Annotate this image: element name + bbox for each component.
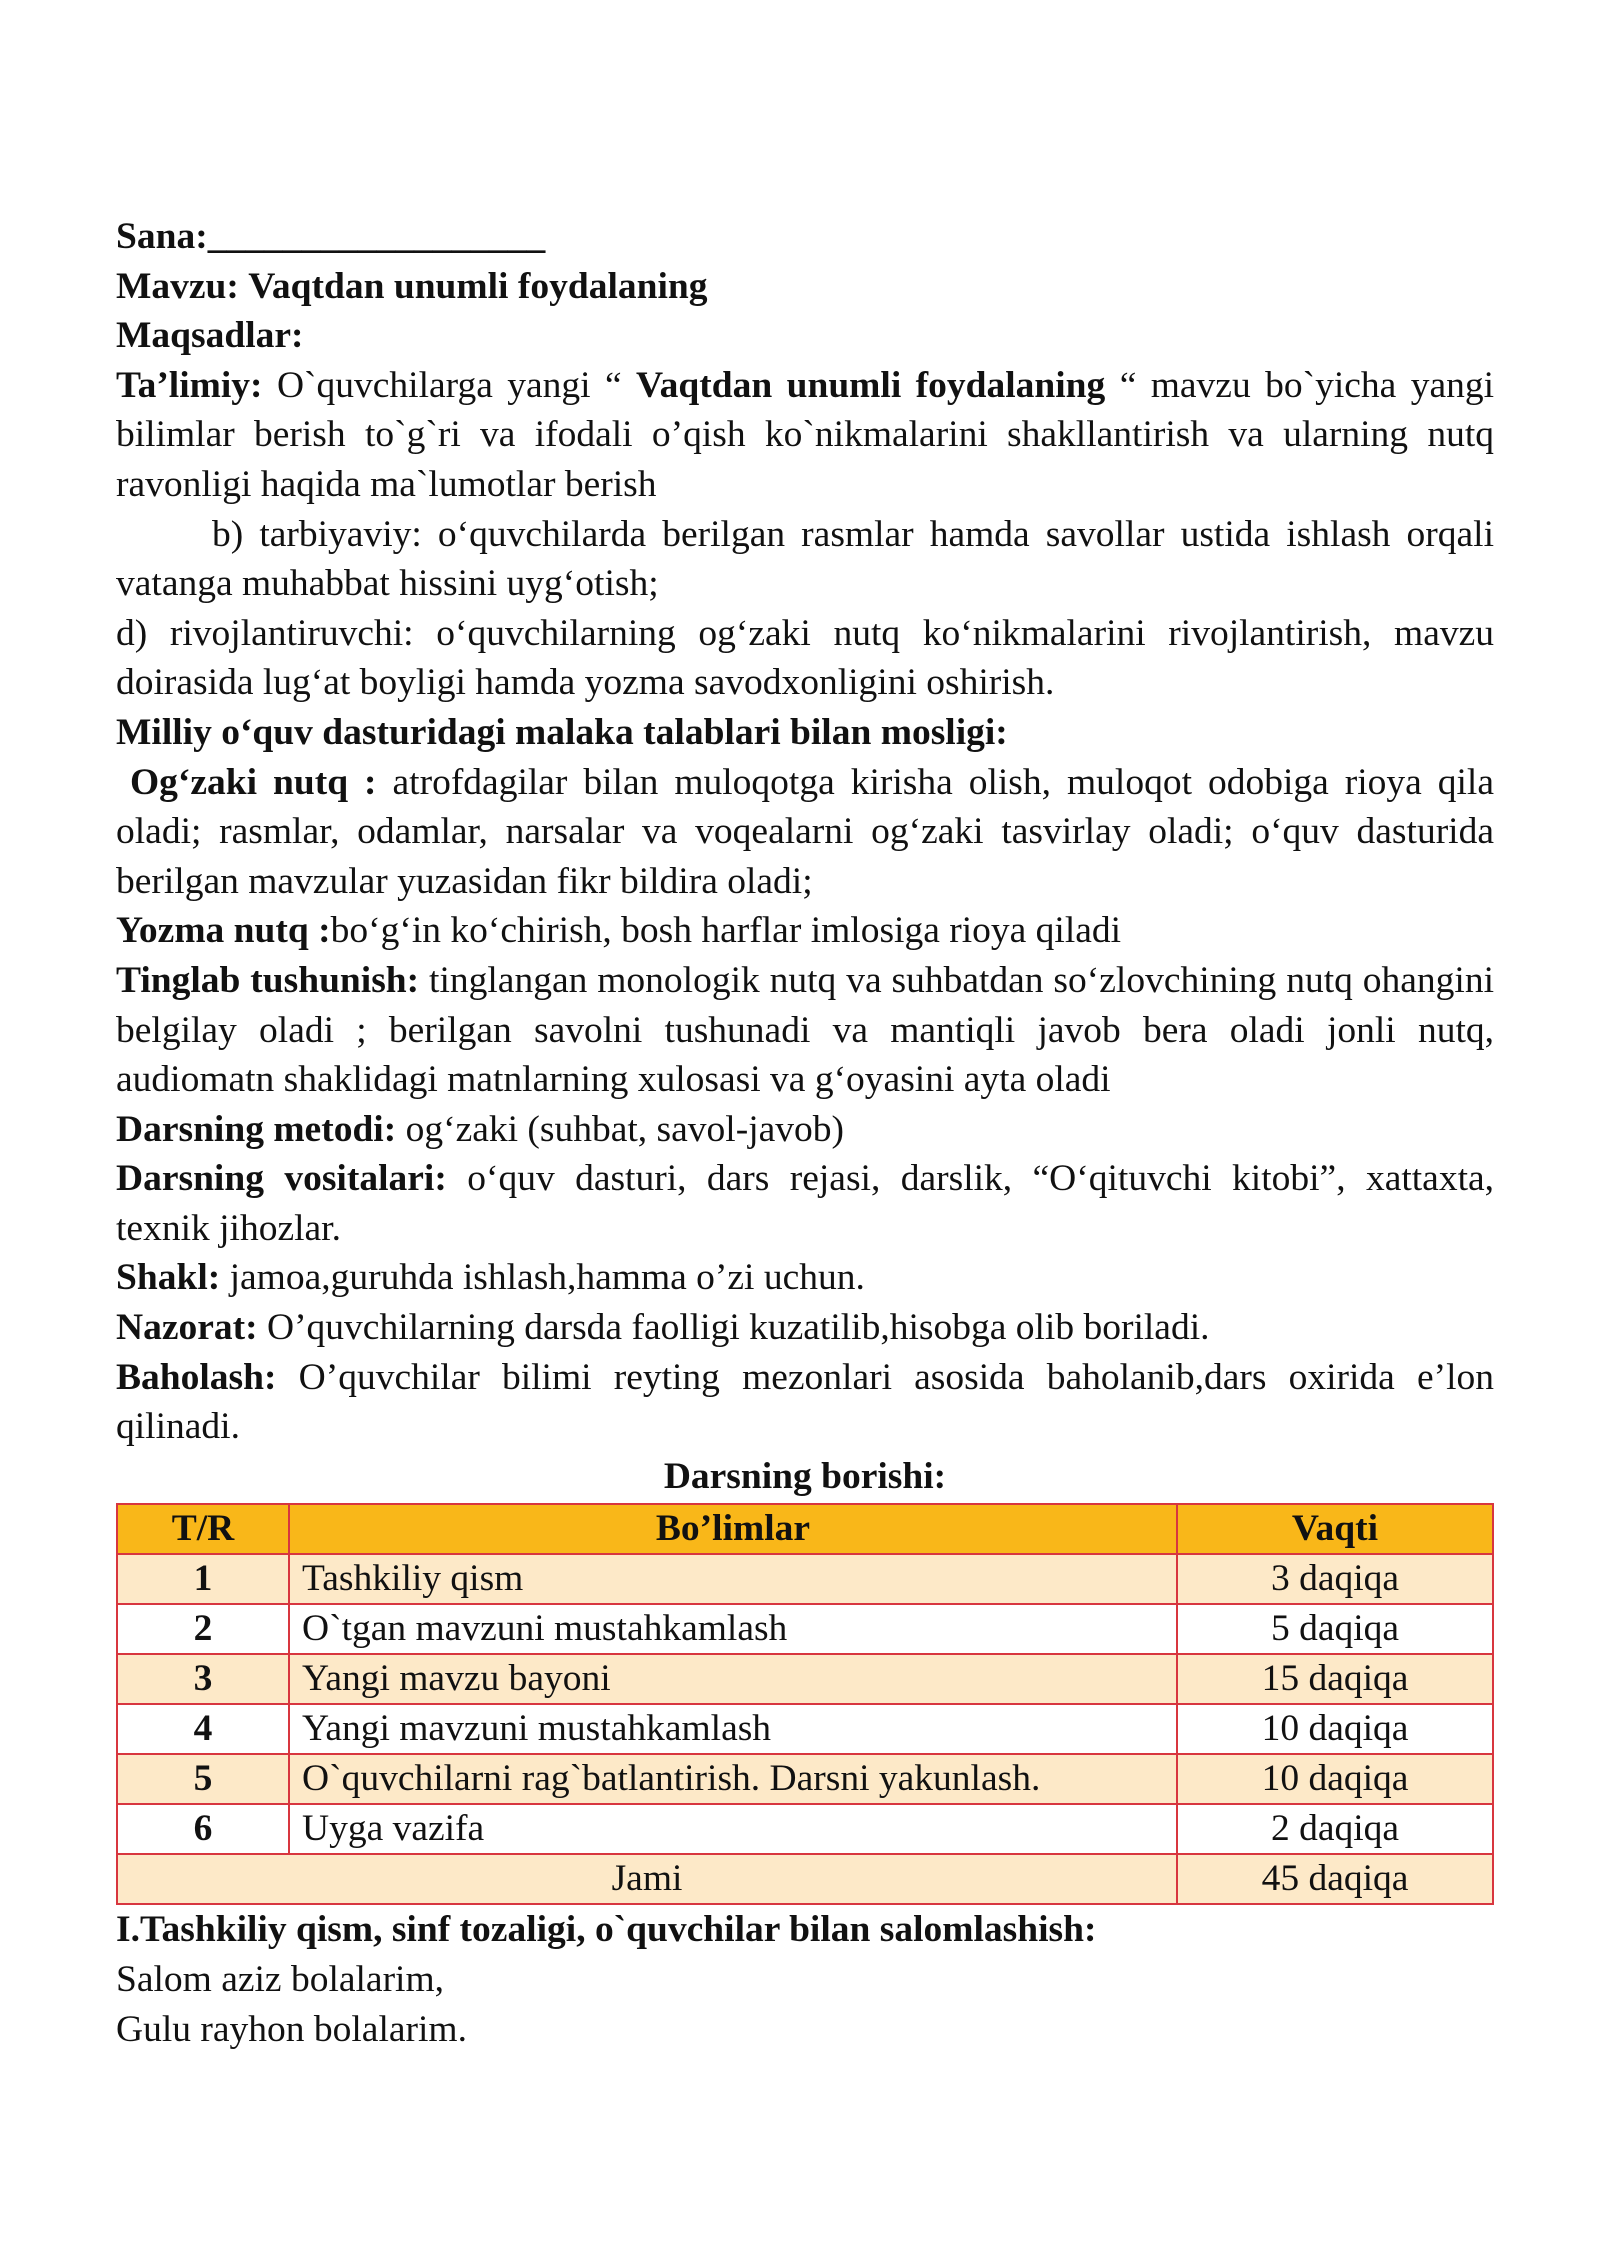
goal-developmental: d) rivojlantiruvchi: o‘quvchilarning og‘zaki nutq ko‘nikmalarini rivojlantirish, mavzu doirasida lug‘at boyligi hamda yozma savodxonligini oshirish. [116,612,1494,704]
lesson-tools-label: Darsning vositalari: [116,1158,447,1200]
row-number: 6 [117,1804,289,1854]
table-row [117,1804,1493,1854]
row-time: 5 daqiqa [1177,1604,1493,1654]
header-section: Bo’limlar [289,1504,1177,1554]
row-number: 5 [117,1754,289,1804]
table-row [117,1554,1493,1604]
lesson-control-label: Nazorat: [116,1307,258,1349]
listening-label: Tinglab tushunish: [116,959,420,1001]
written-speech: Yozma nutq :bo‘g‘in ko‘chirish, bosh harflar imlosiga rioya qiladi [116,910,1122,952]
topic-line [116,262,1494,312]
header-time: Vaqti [1177,1504,1493,1554]
table-header-row [117,1504,1493,1554]
listening: Tinglab tushunish: tinglangan monologik nutq va suhbatdan so‘zlovchining nutq ohangini belgilay oladi ; berilgan savolni tushunadi va mantiqli javob bera oladi jonli nutq, audiomatn shaklidagi matnlarning xulosasi va g‘oyasini ayta oladi [116,959,1494,1101]
oral-speech-label: Og‘zaki nutq : [130,761,377,803]
goal-educational-topic: Vaqtdan unumli foydalaning [636,364,1106,406]
goal-educational: Ta’limiy: O`quvchilarga yangi “ Vaqtdan unumli foydalaning “ mavzu bo`yicha yangi bilimlar berish to`g`ri va ifodali o’qish ko`nikmalarini shakllantirish va ularning nutq ravonligi haqida ma`lumotlar berish [116,364,1495,505]
lesson-form: Shakl: jamoa,guruhda ishlash,hamma o’zi uchun. [116,1257,865,1299]
standards-heading: Milliy o‘quv dasturidagi malaka talablari bilan mosligi: [116,711,1008,753]
goal-educational-label: Ta’limiy: [116,364,263,406]
row-section: O`tgan mavzuni mustahkamlash [289,1604,1177,1654]
written-speech-label: Yozma nutq : [116,910,331,952]
row-number: 3 [117,1654,289,1704]
oral-speech: Og‘zaki nutq : atrofdagilar bilan muloqotga kirisha olish, muloqot odobiga rioya qila oladi; rasmlar, odamlar, narsalar va voqealarni og‘zaki tasvirlay oladi; o‘quv dasturida berilgan mavzular yuzasidan fikr bildira oladi; [116,761,1494,902]
row-section: Uyga vazifa [289,1804,1177,1854]
header-number: T/R [117,1504,289,1554]
document-page [116,212,1494,2054]
lesson-assessment: Baholash: O’quvchilar bilimi reyting mezonlari asosida baholanib,dars oxirida e’lon qilinadi. [116,1356,1494,1448]
date-label: Sana: [116,216,208,257]
row-number: 4 [117,1704,289,1754]
row-number: 1 [117,1554,289,1604]
topic-value: Vaqtdan unumli foydalaning [248,265,708,307]
row-section: Tashkiliy qism [289,1554,1177,1604]
row-section: O`quvchilarni rag`batlantirish. Darsni yakunlash. [289,1754,1177,1804]
lesson-tools: Darsning vositalari: o‘quv dasturi, dars rejasi, darslik, “O‘qituvchi kitobi”, xattaxta, texnik jihozlar. [116,1158,1495,1249]
plan-title: Darsning borishi: [663,1455,947,1497]
row-time: 10 daqiqa [1177,1754,1493,1804]
table-row [117,1654,1493,1704]
goal-upbringing: b) tarbiyaviy: o‘quvchilarda berilgan rasmlar hamda savollar ustida ishlash orqali vatanga muhabbat hissini uyg‘otish; [116,513,1494,605]
lesson-method: Darsning metodi: og‘zaki (suhbat, savol-javob) [116,1108,845,1150]
lesson-plan-table [116,1503,1494,1905]
row-time: 2 daqiqa [1177,1804,1493,1854]
intro-line-1: Salom aziz bolalarim, [116,1959,445,2001]
total-time: 45 daqiqa [1177,1854,1493,1904]
intro-line-2: Gulu rayhon bolalarim. [116,2008,467,2050]
lesson-method-label: Darsning metodi: [116,1108,397,1150]
row-time: 3 daqiqa [1177,1554,1493,1604]
intro-heading: I.Tashkiliy qism, sinf tozaligi, o`quvchilar bilan salomlashish: [116,1909,1097,1951]
goals-heading: Maqsadlar: [116,315,304,357]
table-total-row [117,1854,1493,1904]
table-row [117,1704,1493,1754]
row-section: Yangi mavzu bayoni [289,1654,1177,1704]
row-section: Yangi mavzuni mustahkamlash [289,1704,1177,1754]
table-row [117,1754,1493,1804]
row-time: 10 daqiqa [1177,1704,1493,1754]
total-label: Jami [117,1854,1177,1904]
table-row [117,1604,1493,1654]
topic-label: Mavzu: [116,265,239,307]
row-time: 15 daqiqa [1177,1654,1493,1704]
lesson-assessment-label: Baholash: [116,1356,277,1398]
date-blank: __________________ [207,216,546,257]
row-number: 2 [117,1604,289,1654]
date-line [116,212,1494,262]
lesson-control: Nazorat: O’quvchilarning darsda faolligi kuzatilib,hisobga olib boriladi. [116,1307,1210,1349]
lesson-form-label: Shakl: [116,1257,221,1299]
